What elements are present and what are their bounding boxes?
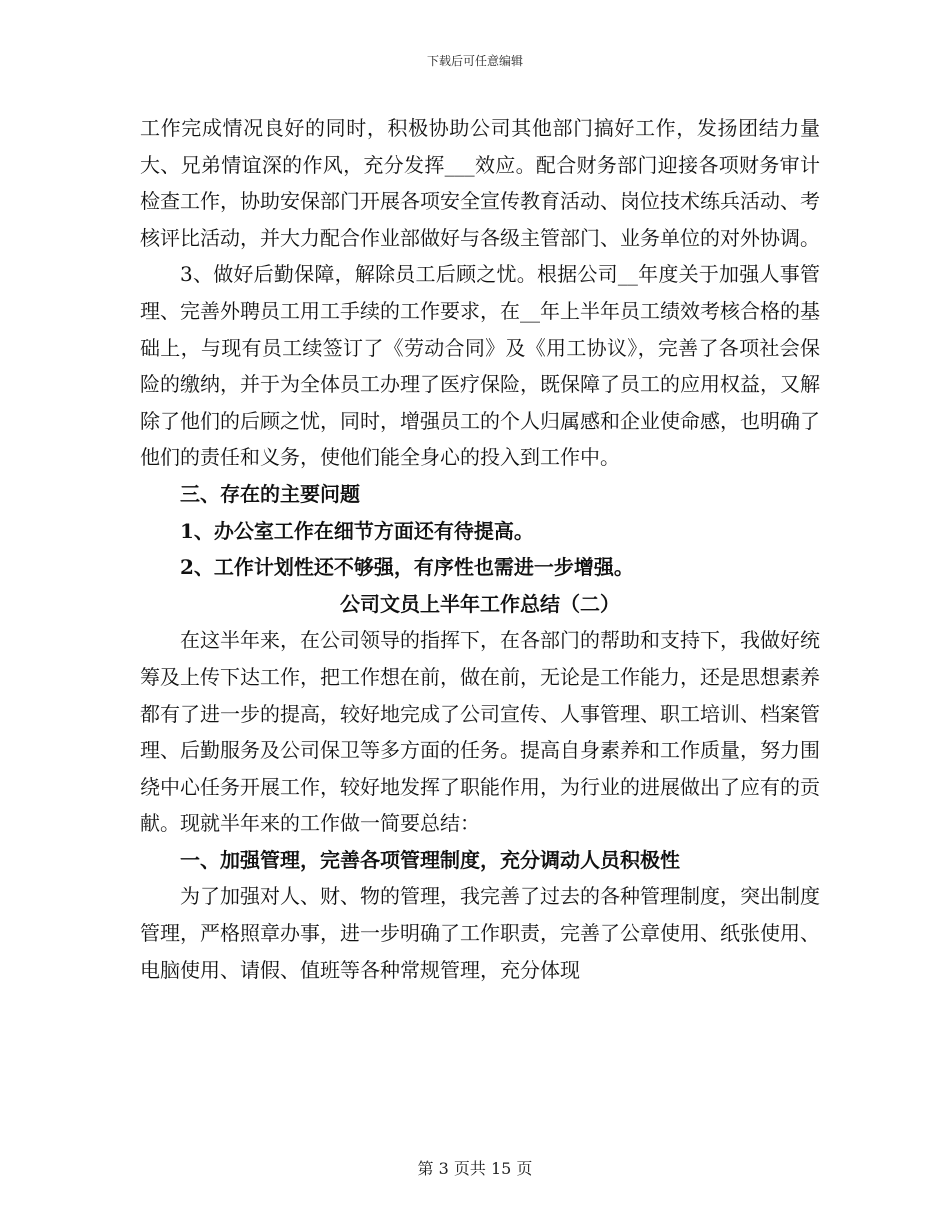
section-heading-problems: 三、存在的主要问题 (180, 481, 360, 506)
problem-item-2: 2、工作计划性还不够强，有序性也需进一步增强。 (180, 555, 634, 580)
page-footer: 第 3 页共 15 页 (417, 1159, 533, 1178)
paragraph-logistics: 3、做好后勤保障，解除员工后顾之忧。根据公司__年度关于加强人事管理、完善外聘员工用工手续的工作要求，在__年上半年员工绩效考核合格的基础上，与现有员工续签订了《劳动合同》及《用工协议》，完善了各项社会保险的缴纳，并于为全体员工办理了医疗保险，既保障了员工的应用权益，又解除了他们的后顾之忧，同时，增强员工的个人归属感和企业使命感，也明确了他们的责任和义务，使他们能全身心的投入到工作中。 (140, 262, 820, 470)
paragraph-continued: 工作完成情况良好的同时，积极协助公司其他部门搞好工作，发扬团结力量大、兄弟情谊深的作风，充分发挥___效应。配合财务部门迎接各项财务审计检查工作，协助安保部门开展各项安全宣传教育活动、岗位技术练兵活动、考核评比活动，并大力配合作业部做好与各级主管部门、业务单位的对外协调。 (140, 116, 820, 250)
section-heading-management: 一、加强管理，完善各项管理制度，充分调动人员积极性 (180, 847, 680, 872)
document-body (140, 110, 820, 988)
document-title: 公司文员上半年工作总结（二） (340, 591, 620, 616)
problem-item-1: 1、办公室工作在细节方面还有待提高。 (180, 518, 534, 543)
paragraph-intro: 在这半年来，在公司领导的指挥下，在各部门的帮助和支持下，我做好统筹及上传下达工作，把工作想在前，做在前，无论是工作能力，还是思想素养都有了进一步的提高，较好地完成了公司宣传、人事管理、职工培训、档案管理、后勤服务及公司保卫等多方面的任务。提高自身素养和工作质量，努力围绕中心任务开展工作，较好地发挥了职能作用，为行业的进展做出了应有的贡献。现就半年来的工作做一简要总结： (140, 628, 820, 836)
paragraph-management: 为了加强对人、财、物的管理，我完善了过去的各种管理制度，突出制度管理，严格照章办事，进一步明确了工作职责，完善了公章使用、纸张使用、电脑使用、请假、值班等各种常规管理，充分体现 (140, 884, 820, 982)
page-header: 下载后可任意编辑 (426, 54, 523, 68)
